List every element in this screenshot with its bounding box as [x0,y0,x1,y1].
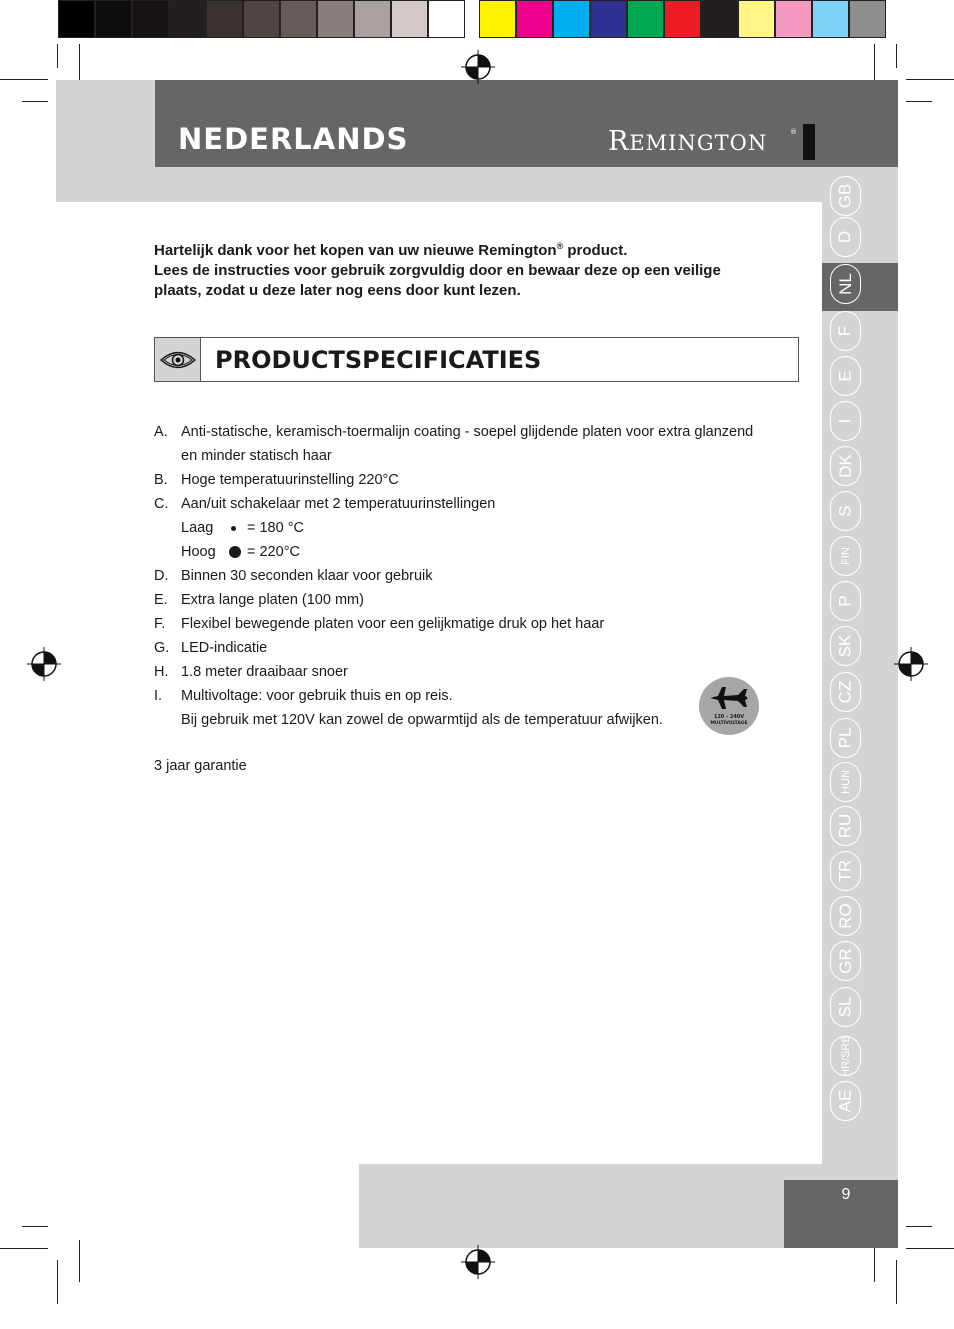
intro-line3: plaats, zodat u deze later nog eens door kunt lezen. [154,282,521,299]
brand-bar [803,124,815,160]
language-tab-sk[interactable] [830,626,861,666]
language-tab-label: SL [835,996,855,1018]
language-tab-ru[interactable] [830,806,861,846]
color-swatch [701,0,738,38]
intro-line1-end: product. [563,242,628,259]
registration-mark-icon [27,647,61,681]
language-tab-fin[interactable] [830,536,861,576]
small-dot-icon [231,526,236,531]
list-item: G. LED-indicatie [154,640,268,656]
crop-mark [906,1248,954,1249]
section-icon-box [155,338,201,381]
language-tab-label: F [835,325,855,337]
large-dot-icon [229,546,241,558]
list-item: H. 1.8 meter draaibaar snoer [154,664,348,680]
eye-icon [159,349,197,371]
color-swatch [95,0,132,38]
color-swatch [516,0,553,38]
color-swatch [132,0,169,38]
color-swatch [243,0,280,38]
language-tab-label: TR [835,859,855,883]
color-swatch [590,0,627,38]
color-swatch [849,0,886,38]
crop-mark [906,1226,932,1227]
language-tab-s[interactable] [830,491,861,531]
list-item: E. Extra lange platen (100 mm) [154,592,364,608]
language-tab-label: SK [835,634,855,658]
airplane-icon [708,683,750,713]
printer-color-bar [58,0,898,38]
crop-mark [896,44,897,68]
color-swatch [479,0,516,38]
language-tab-label: RO [835,903,855,929]
color-swatch [354,0,391,38]
language-tab-label: HUN [839,770,852,794]
list-item: A. Anti-statische, keramisch-toermalijn coating - soepel glijdende platen voor extra glanzend [154,424,754,440]
language-tab-cz[interactable] [830,672,861,712]
language-tab-label: CZ [835,680,855,704]
crop-mark [906,79,954,80]
brand-initial: R [608,126,630,157]
badge-voltage: 120 - 240V [713,714,745,720]
crop-mark [896,1260,897,1304]
color-swatch [738,0,775,38]
level-high-value: = 220°C [247,544,300,560]
language-tab-label: AE [835,1089,855,1113]
color-swatch [58,0,95,38]
intro-line2: Lees de instructies voor gebruik zorgvuldig door en bewaar deze op een veilige [154,262,721,279]
badge-label: MULTIVOLTAGE [710,721,748,726]
level-high-label: Hoog [181,544,216,560]
level-low-value: = 180 °C [247,520,304,536]
language-tab-label: HR/SRB [839,1035,852,1077]
list-item: B. Hoge temperatuurinstelling 220°C [154,472,399,488]
language-tab-d[interactable] [830,217,861,257]
crop-mark [57,1260,58,1304]
color-swatch [280,0,317,38]
multivoltage-badge [699,677,759,735]
language-tab-label: I [835,418,855,424]
language-tab-e[interactable] [830,356,861,396]
registration-mark-icon [461,50,495,84]
language-tab-hun[interactable] [830,762,861,802]
language-tab-label: FIN [839,547,852,565]
level-low-label: Laag [181,520,214,536]
color-swatch [169,0,206,38]
list-item: Bij gebruik met 120V kan zowel de opwarmtijd als de temperatuur afwijken. [181,712,663,728]
language-tab-label: D [835,230,855,244]
crop-mark [0,1248,48,1249]
language-tab-gb[interactable] [830,176,861,216]
language-tab-label: GR [835,948,855,974]
color-swatch [428,0,465,38]
color-swatch [627,0,664,38]
list-item: D. Binnen 30 seconden klaar voor gebruik [154,568,433,584]
color-swatch [812,0,849,38]
language-tab-label: NL [835,273,855,295]
crop-mark [79,1240,80,1282]
list-item: I. Multivoltage: voor gebruik thuis en op reis. [154,688,453,704]
language-tab-dk[interactable] [830,446,861,486]
language-tab-label: GB [835,183,855,209]
language-tab-f[interactable] [830,311,861,351]
crop-mark [22,1226,48,1227]
language-tab-p[interactable] [830,581,861,621]
color-swatch [664,0,701,38]
language-tab-label: DK [835,454,855,478]
page-title: NEDERLANDS [178,122,409,156]
language-tab-label: S [835,505,855,517]
crop-mark [906,101,932,102]
crop-mark [57,44,58,68]
language-tab-nl[interactable] [830,264,861,304]
spec-list [154,420,794,732]
warranty-text: 3 jaar garantie [154,758,247,774]
list-item: F. Flexibel bewegende platen voor een gelijkmatige druk op het haar [154,616,605,632]
language-tab-hr-srb[interactable] [830,1036,861,1076]
intro-text [154,236,794,301]
list-item: C. Aan/uit schakelaar met 2 temperatuurinstellingen [154,496,496,512]
language-tab-pl[interactable] [830,718,861,758]
language-tab-sl[interactable] [830,987,861,1027]
language-tab-tr[interactable] [830,851,861,891]
page-number: 9 [841,1186,851,1203]
brand-logo [608,126,767,157]
registration-mark-icon [894,647,928,681]
color-swatch [391,0,428,38]
section-header [154,337,799,382]
language-tab-label: RU [835,813,855,839]
registration-mark-icon [461,1245,495,1279]
intro-reg-mark: ® [556,241,564,251]
language-tab-label: E [835,370,855,382]
level-low-row [154,516,794,540]
color-swatch [206,0,243,38]
language-tab-gr[interactable] [830,941,861,981]
language-tab-ro[interactable] [830,896,861,936]
brand-registered-mark: ® [790,128,797,136]
brand-rest: EMINGTON [629,131,768,155]
language-tab-i[interactable] [830,401,861,441]
color-swatch [553,0,590,38]
color-swatch [317,0,354,38]
language-tab-label: P [835,595,855,607]
level-high-row [154,540,794,564]
section-title: PRODUCTSPECIFICATIES [215,346,542,374]
language-tab-ae[interactable] [830,1081,861,1121]
language-tab-label: PL [835,727,855,749]
crop-mark [0,79,48,80]
list-item: en minder statisch haar [181,448,332,464]
color-swatch [775,0,812,38]
crop-mark [22,101,48,102]
intro-line1: Hartelijk dank voor het kopen van uw nieuwe Remington [154,242,557,259]
